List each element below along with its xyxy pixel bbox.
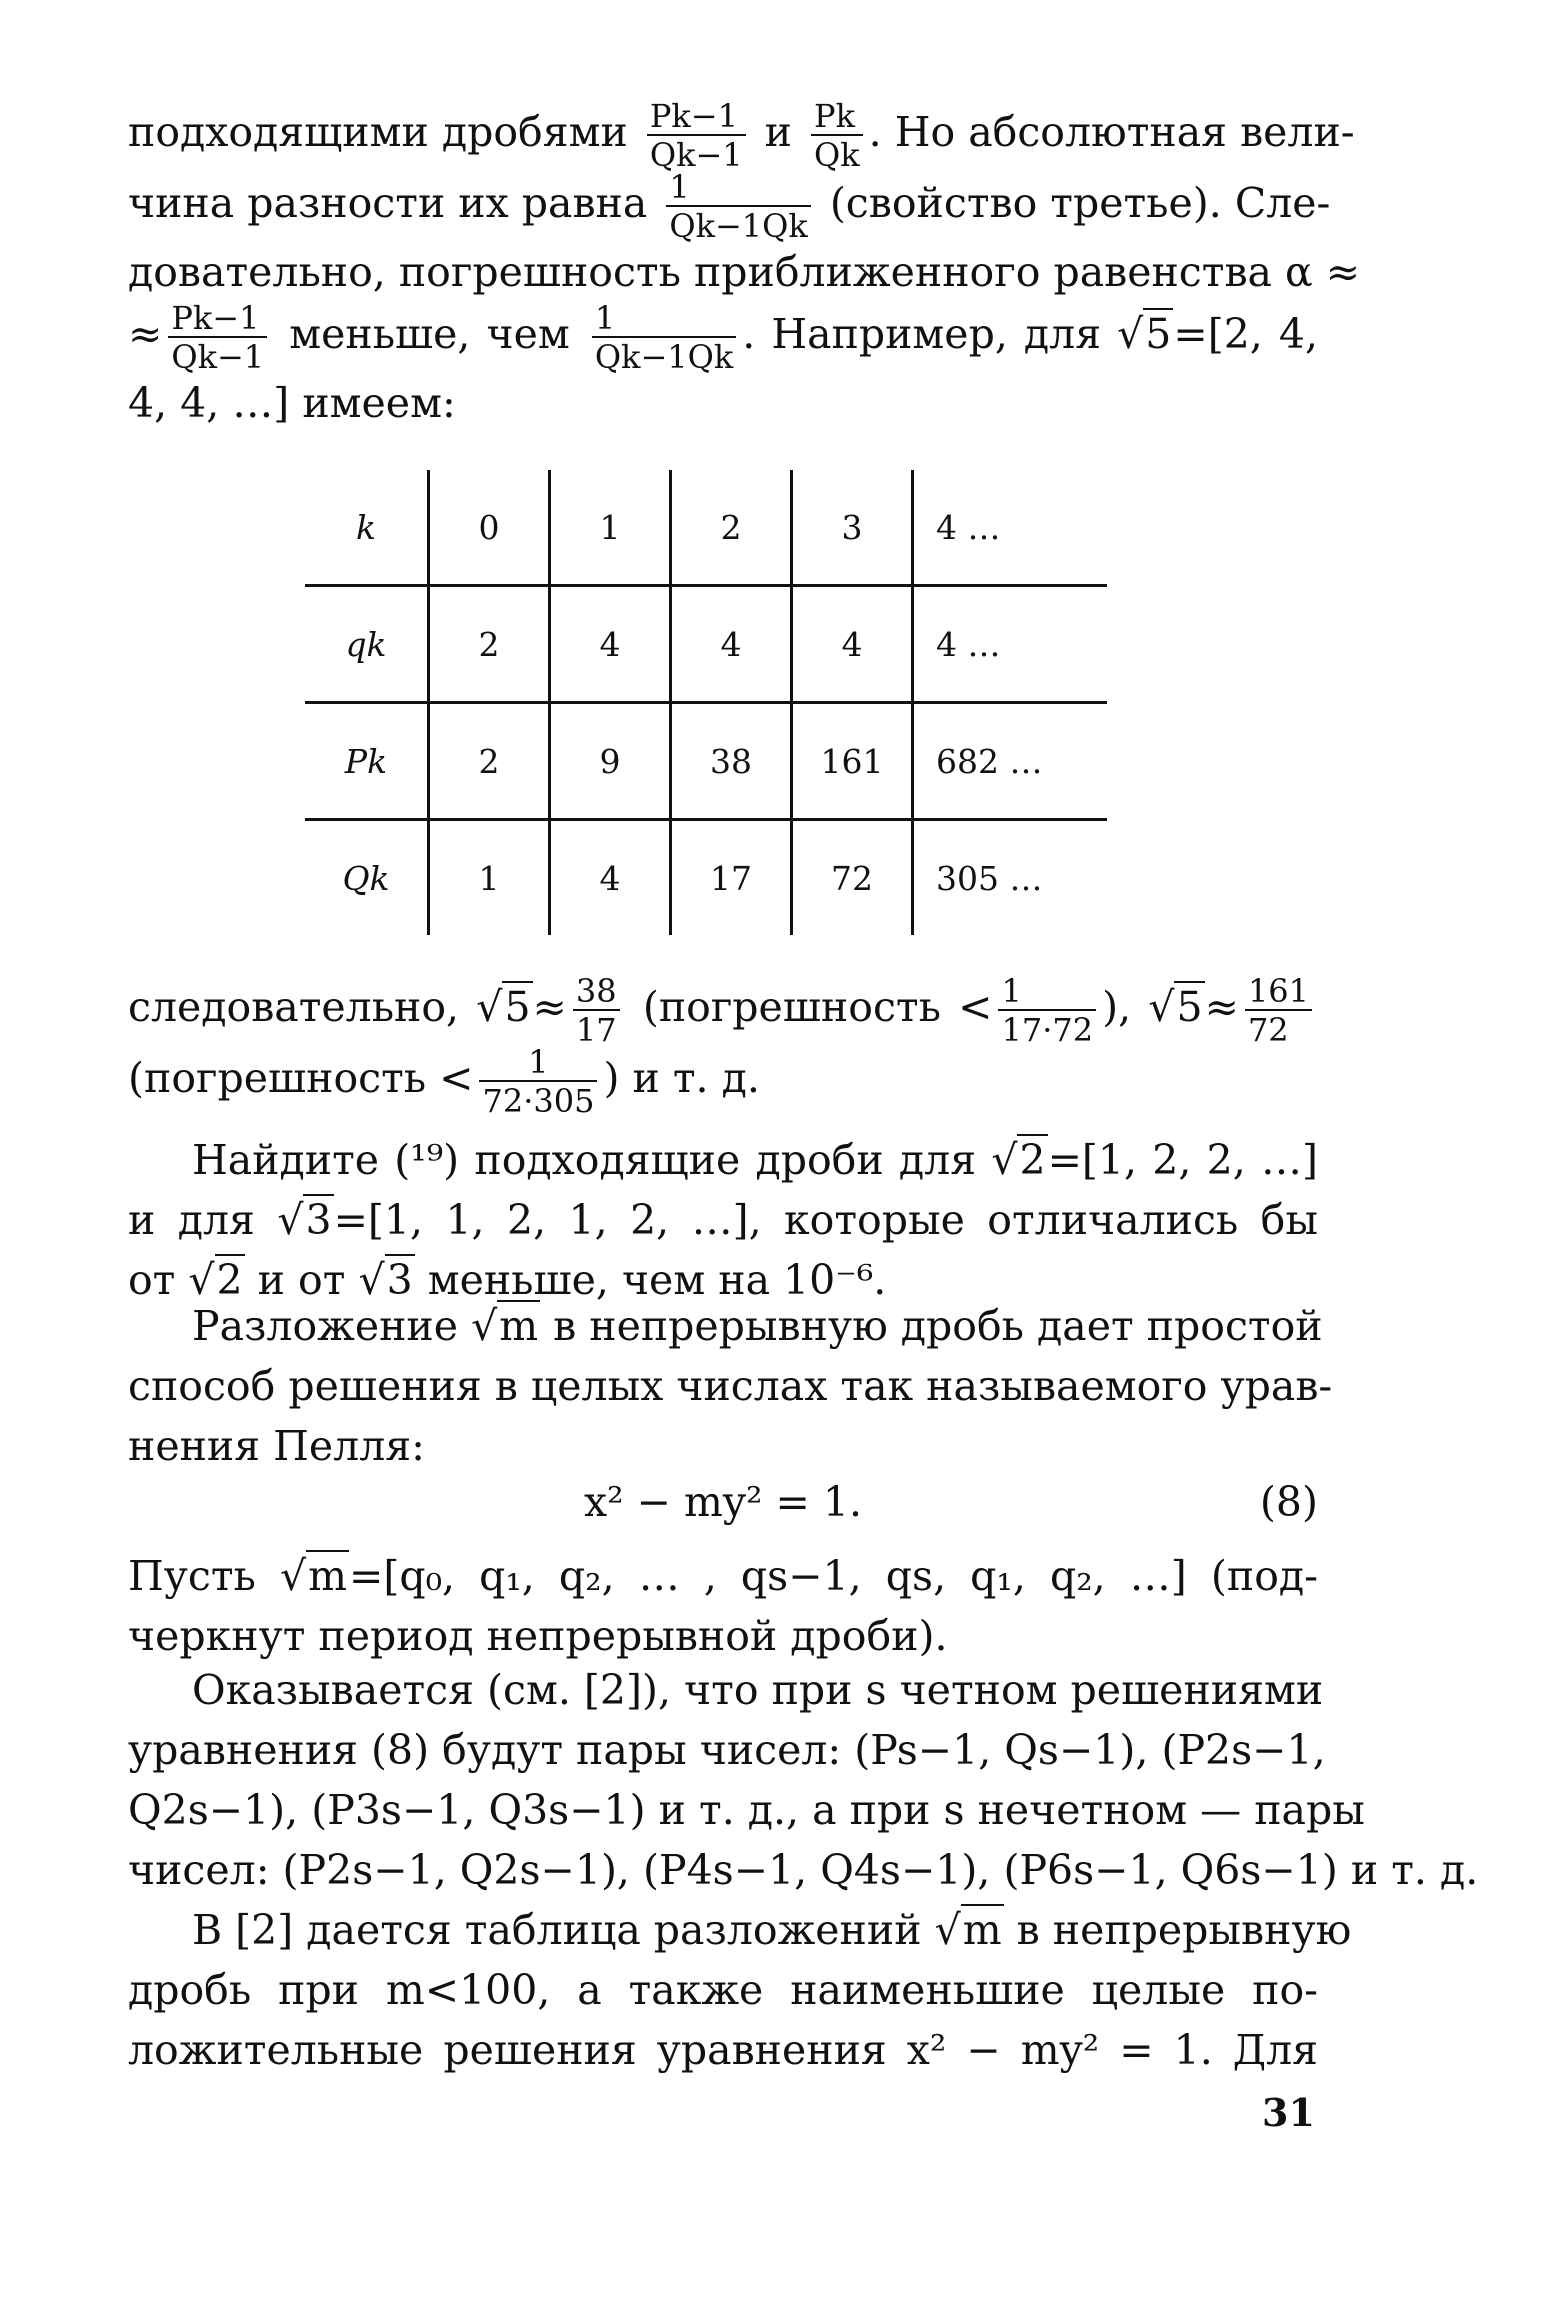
table-cell: 4 [792,586,913,703]
table-cell: 9 [550,703,671,820]
text-line: подходящими дробями $\frac{Pk-1}{Qk-1}$ и $\frac{Pk}{Qk}$ . Но абсолютная вели- [128,97,1355,174]
text-line: черкнут период непрерывной дроби). [128,1612,948,1660]
square-root: √2 [991,1136,1046,1184]
table-cell: 1 [550,470,671,586]
square-root: √5 [1148,983,1203,1031]
text-line: 4, 4, …] имеем: [128,379,456,427]
table-cell: 1 [429,820,550,936]
fraction: $\frac{1}{Qk-1Qk}$ [592,302,736,373]
fraction: $\frac{161}{72}$ [1245,975,1312,1046]
table-cell: 4 … [913,586,1108,703]
text-line: нения Пелля: [128,1422,425,1470]
convergents-table [305,470,1107,935]
table-cell: 2 [429,586,550,703]
text-line: следовательно, √5≈ $\frac{38}{17}$ (погрешность < $\frac{1}{17\cdot 72}$ ), √5≈ $\frac{161}{72}$ [128,975,1318,1046]
table-cell: 2 [671,470,792,586]
text-line: Найдите (¹⁹) подходящие дроби для √2=[1, 2, 2, …] [192,1136,1318,1184]
fraction: $\frac{Pk-1}{Qk-1}$ [647,100,746,171]
text-line: чисел: (P2s−1, Q2s−1), (P4s−1, Q4s−1), (P6s−1, Q6s−1) и т. д. [128,1846,1479,1894]
table-cell: 4 [550,820,671,936]
paragraph-convergents [128,97,1361,433]
table-cell: 0 [429,470,550,586]
paragraph-solutions [128,1660,1479,1900]
equation-number: (8) [1259,1478,1318,1526]
table-cell: 17 [671,820,792,936]
equation-formula: x² − my² = 1. [584,1478,862,1526]
square-root: √3 [277,1196,332,1244]
paragraph-pell-intro [128,1296,1333,1476]
page-number: 31 [1262,2090,1315,2135]
square-root: √2 [188,1256,243,1304]
paragraph-approximations [128,972,1318,1120]
square-root: √3 [358,1256,413,1304]
square-root: √5 [476,983,531,1031]
table-cell: 4 [671,586,792,703]
text-line: (погрешность < $\frac{1}{72\cdot 305}$ ) и т. д. [128,1043,760,1120]
square-root: √5 [1117,310,1172,358]
table-row [305,470,1107,586]
paragraph-let [128,1546,1318,1666]
paragraph-exercise [128,1130,1318,1310]
text-line: В [2] дается таблица разложений √m в непрерывную [192,1906,1352,1954]
fraction: $\frac{1}{Qk-1Qk}$ [666,171,810,242]
table-row-header: Pk [305,703,429,820]
table-cell: 4 … [913,470,1108,586]
text-line: способ решения в целых числах так называемого урав- [128,1362,1333,1410]
text-line: Разложение √m в непрерывную дробь дает простой [192,1302,1323,1350]
text-line: ≈ $\frac{Pk-1}{Qk-1}$ меньше, чем $\frac{1}{Qk-1Qk}$ . Например, для √5=[2, 4, [128,299,1318,376]
text-line: Q2s−1), (P3s−1, Q3s−1) и т. д., а при s нечетном — пары [128,1786,1365,1834]
square-root: √m [279,1552,347,1600]
fraction: $\frac{Pk}{Qk}$ [811,100,863,171]
table-cell: 38 [671,703,792,820]
paragraph-reference [128,1900,1352,2080]
square-root: √m [934,1906,1002,1954]
table-row [305,586,1107,703]
table-cell: 682 … [913,703,1108,820]
fraction: $\frac{Pk-1}{Qk-1}$ [168,302,267,373]
table-row-header: k [356,507,376,547]
text-line: и для √3=[1, 1, 2, 1, 2, …], которые отличались бы [128,1196,1318,1244]
text-line: от √2 и от √3 меньше, чем на 10⁻⁶. [128,1256,887,1304]
fraction: $\frac{38}{17}$ [573,975,620,1046]
text-line: чина разности их равна $\frac{1}{Qk-1Qk}$ (свойство третье). Сле- [128,168,1331,245]
table-cell: 2 [429,703,550,820]
table-cell: 4 [550,586,671,703]
pell-equation [128,1478,1318,1538]
fraction: $\frac{1}{17\cdot 72}$ [998,975,1096,1046]
table-row [305,703,1107,820]
table-row [305,820,1107,936]
text-line: ложительные решения уравнения x² − my² = 1. Для [128,2026,1318,2074]
text-line: Оказывается (см. [2]), что при s четном решениями [192,1666,1324,1714]
text-line: дробь при m<100, а также наименьшие целые по- [128,1966,1318,2014]
text-line: уравнения (8) будут пары чисел: (Ps−1, Qs−1), (P2s−1, [128,1726,1326,1774]
text-line: довательно, погрешность приближенного равенства α ≈ [128,248,1361,296]
table-row-header: Qk [305,820,429,936]
table-row-header: qk [305,586,429,703]
table-cell: 305 … [913,820,1108,936]
table-cell: 3 [792,470,913,586]
text-line: Пусть √m=[q₀, q₁, q₂, … , qs−1, qs, q₁, q₂, …] (под- [128,1552,1318,1600]
fraction: $\frac{1}{72\cdot 305}$ [479,1046,597,1117]
square-root: √m [471,1302,539,1350]
table-cell: 161 [792,703,913,820]
table-cell: 72 [792,820,913,936]
